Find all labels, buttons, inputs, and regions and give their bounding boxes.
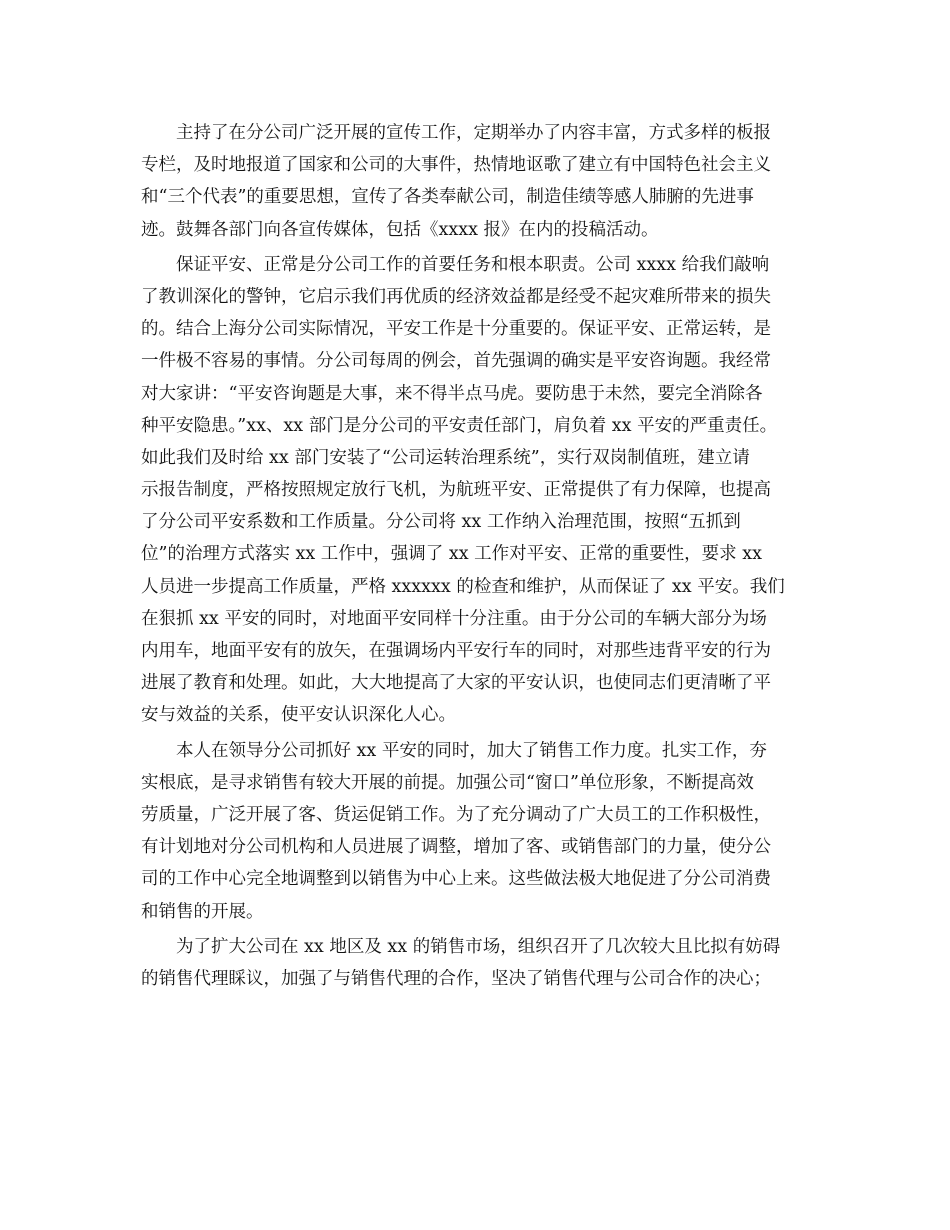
paragraph-publicity [141,117,816,246]
paragraph-line: 司的工作中心完全地调整到以销售为中心上来。这些做法极大地促进了分公司消费 [141,869,771,890]
paragraph-line: 和销售的开展。 [141,901,264,922]
paragraph-line: 劳质量，广泛开展了客、货运促销工作。为了充分调动了广大员工的工作积极性， [141,804,771,825]
paragraph-line: 的。结合上海分公司实际情况，平安工作是十分重要的。保证平安、正常运转，是 [141,319,771,340]
document-body [141,117,816,995]
paragraph-line: 为了扩大公司在 xx 地区及 xx 的销售市场，组织召开了几次较大且比拟有妨碍 [176,936,781,957]
paragraph-line: 有计划地对分公司机构和人员进展了调整，增加了客、或销售部门的力量，使分公 [141,837,771,858]
paragraph-line: 种平安隐患。”xx、xx 部门是分公司的平安责任部门，肩负着 xx 平安的严重责任。 [141,415,778,436]
paragraph-line: 安与效益的关系，使平安认识深化人心。 [141,705,456,726]
paragraph-line: 保证平安、正常是分公司工作的首要任务和根本职责。公司 xxxx 给我们敲响 [176,254,770,275]
paragraph-line: 了分公司平安系数和工作质量。分公司将 xx 工作纳入治理范围，按照“五抓到 [141,512,741,533]
paragraph-line: 在狠抓 xx 平安的同时，对地面平安同样十分注重。由于分公司的车辆大部分为场 [141,608,767,629]
paragraph-line: 实根底，是寻求销售有较大开展的前提。加强公司“窗口”单位形象，不断提高效 [141,772,754,793]
paragraph-line: 示报告制度，严格按照规定放行飞机，为航班平安、正常提供了有力保障，也提高 [141,480,771,501]
paragraph-line: 主持了在分公司广泛开展的宣传工作，定期举办了内容丰富，方式多样的板报 [176,123,771,143]
paragraph-line: 了教训深化的警钟，它启示我们再优质的经济效益都是经受不起灾难所带来的损失 [141,286,771,307]
paragraph-line: 进展了教育和处理。如此，大大地提高了大家的平安认识，也使同志们更清晰了平 [141,673,771,694]
paragraph-line: 和“三个代表”的重要思想，宣传了各类奉献公司，制造佳绩等感人肺腑的先进事 [141,187,754,208]
paragraph-line: 的销售代理睬议，加强了与销售代理的合作，坚决了销售代理与公司合作的决心； [141,968,771,989]
paragraph-line: 对大家讲：“平安咨询题是大事，来不得半点马虎。要防患于未然，要完全消除各 [141,383,763,404]
paragraph-line: 人员进一步提高工作质量，严格 xxxxxx 的检查和维护，从而保证了 xx 平安。我们 [141,576,785,597]
paragraph-market [141,931,816,995]
paragraph-line: 迹。鼓舞各部门向各宣传媒体，包括《xxxx 报》在内的投稿活动。 [141,219,659,240]
paragraph-line: 内用车，地面平安有的放矢，在强调场内平安行车的同时，对那些违背平安的行为 [141,641,771,661]
paragraph-line: 本人在领导分公司抓好 xx 平安的同时，加大了销售工作力度。扎实工作，夯 [176,740,767,761]
paragraph-sales [141,735,816,928]
paragraph-line: 如此我们及时给 xx 部门安装了“公司运转治理系统”，实行双岗制值班，建立请 [141,447,750,468]
paragraph-line: 位”的治理方式落实 xx 工作中，强调了 xx 工作对平安、正常的重要性，要求 xx [141,544,762,565]
paragraph-safety [141,249,816,732]
paragraph-line: 一件极不容易的事情。分公司每周的例会，首先强调的确实是平安咨询题。我经常 [141,351,771,372]
paragraph-line: 专栏，及时地报道了国家和公司的大事件，热情地讴歌了建立有中国特色社会主义 [141,155,771,176]
